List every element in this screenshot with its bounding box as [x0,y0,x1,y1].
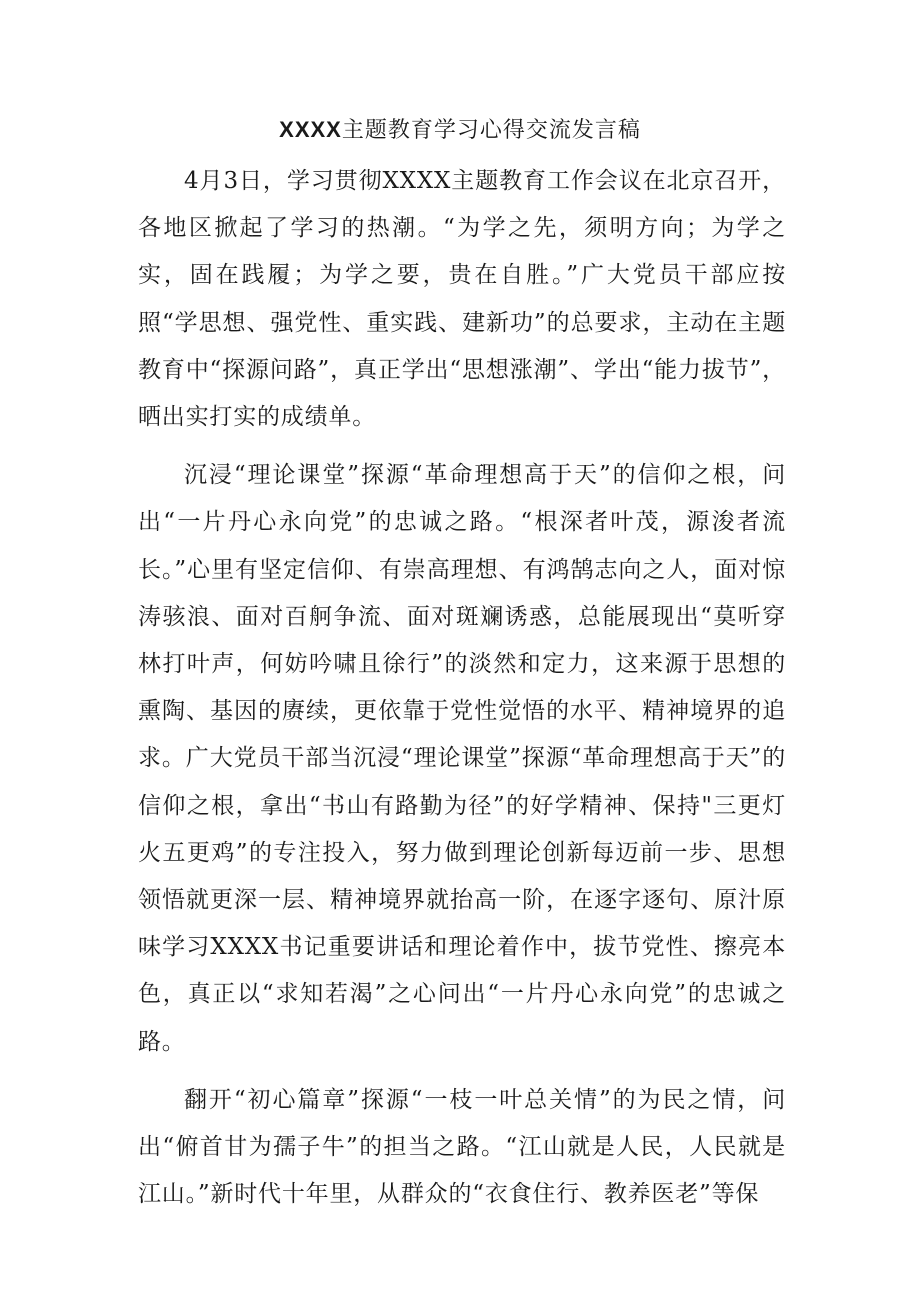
document-title [0,115,920,146]
paragraph-3: 翻开“初心篇章”探源“一枝一叶总关情”的为民之情，问出“俯首甘为孺子牛”的担当之路。“江山就是人民，人民就是江山。”新时代十年里，从群众的“衣食住行、教养医老”等保 [138,1086,786,1208]
title-latin-part: XXXX [279,117,342,142]
document-body [138,158,786,1229]
paragraph-1: 4月3日，学习贯彻XXXX主题教育工作会议在北京召开，各地区掀起了学习的热潮。“为学之先，须明方向；为学之实，固在践履；为学之要，贵在自胜。”广大党员干部应按照“学思想、强党性、重实践、建新功”的总要求，主动在主题教育中“探源问路”，真正学出“思想涨潮”、学出“能力拔节”，晒出实打实的成绩单。 [138,168,786,431]
title-text: 主题教育学习心得交流发言稿 [341,118,641,143]
paragraph-2: 沉浸“理论课堂”探源“革命理想高于天”的信仰之根，问出“一片丹心永向党”的忠诚之路。“根深者叶茂，源浚者流长。”心里有坚定信仰、有崇高理想、有鸿鹄志向之人，面对惊涛骇浪、面对百舸争流、面对斑斓诱惑，总能展现出“莫听穿林打叶声，何妨吟啸且徐行”的淡然和定力，这来源于思想的熏陶、基因的赓续，更依靠于党性觉悟的水平、精神境界的追求。广大党员干部当沉浸“理论课堂”探源“革命理想高于天”的信仰之根，拿出“书山有路勤为径”的好学精神、保持"三更灯火五更鸡”的专注投入，努力做到理论创新每迈前一步、思想领悟就更深一层、精神境界就抬高一阶，在逐字逐句、原汁原味学习XXXX书记重要讲话和理论着作中，拔节党性、擦亮本色，真正以“求知若渴”之心问出“一片丹心永向党”的忠诚之路。 [138,462,786,1055]
